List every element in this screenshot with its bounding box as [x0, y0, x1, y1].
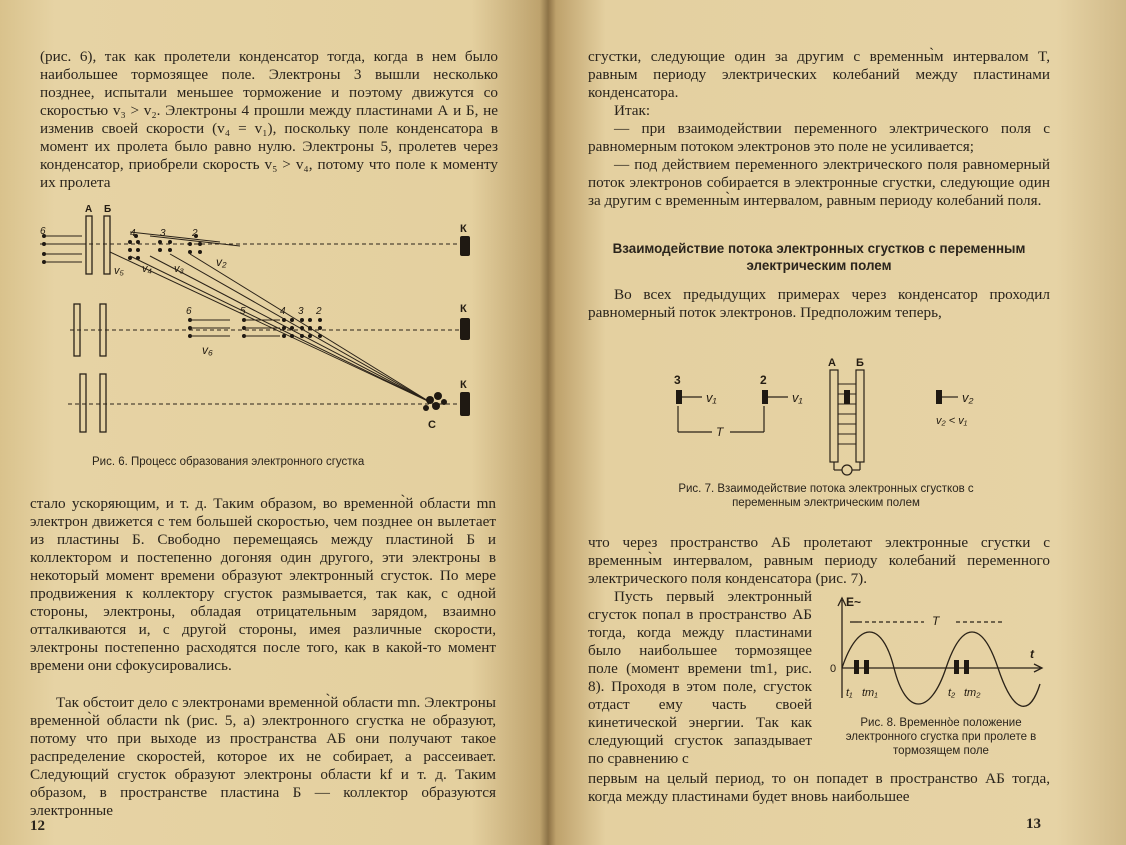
label-k1: К — [460, 223, 467, 235]
collector-k1 — [460, 236, 470, 256]
label-n5-row2: 5 — [240, 306, 246, 317]
figure-7 — [668, 357, 998, 475]
bunch-2 — [762, 390, 768, 404]
section-heading: Взаимодействие потока электронных сгустков с переменным электрическим полем — [612, 241, 1026, 273]
label-t-axis: t — [1030, 647, 1034, 661]
label-b: Б — [856, 357, 864, 369]
bunch-tm1 — [854, 660, 859, 674]
label-tm1: tm₁ — [862, 687, 878, 699]
paragraph: (рис. 6), так как пролетели конденсатор тогда, когда в нем было наибольшее тормозящее поле. Электроны 3 вышли несколько позднее, испытали меньшее торможение и поэтому движутся со скоростью v₃ > v₂. Электроны 4 прошли между пластинами А и Б, не изменив своей скорости (v₄ = v₁), поскольку поле конденсатора в момент их пролета было равно нулю. Электроны 5, пролетев через конденсатор, приобрели скорость v₅ > v₄, потому что поле к моменту их пролета — [40, 48, 498, 191]
paragraph: стало ускоряющим, и т. д. Таким образом, во временно̀й области mn электрон движется с тем большей скоростью, чем позднее он вылетает из пластины Б. Свободно перемещаясь между пластиной Б и коллектором и постепенно догоняя один другого, эти электроны в некоторый момент времени образуют электронный сгусток. По мере продвижения к коллектору сгусток размывается, так как, с одной стороны, электроны, обладая отрицательным зарядом, взаимно отталкиваются и, с другой стороны, имея различные скорости, электроны постепенно расходятся после того, как в какой-то момент времени они сфокусировались. — [30, 495, 496, 674]
bunch-tm2 — [954, 660, 959, 674]
collector-k3 — [460, 392, 470, 416]
label-c: С — [428, 419, 436, 431]
label-3: 3 — [674, 373, 681, 387]
fig7-caption: Рис. 7. Взаимодействие потока электронных сгустков с переменным электрическим полем — [678, 483, 974, 509]
paragraph: Так обстоит дело с электронами временно̀й области mn. Электроны временно̀й области nk (рис. 5, а) электронного сгустка не образуют, потому что при выходе из пространства АБ они получают такое распределение скоростей, которое их не собирает, а рассеивает. Следующий сгусток образуют электроны области kf и т. д. Таким образом, в пространстве пластина Б — коллектор образуются электронные — [30, 694, 496, 819]
label-n6-row1: 6 — [40, 226, 46, 237]
figure-8 — [824, 594, 1052, 706]
label-e: E~ — [846, 595, 862, 609]
paragraph: Пусть первый электронный сгусток попал в пространство АБ тогда, когда между пластинами было наибольшее тормозящее поле (момент времени tm1, рис. 8). Проходя в этом поле, сгусток отдаст ему часть своей кинетической энергии. Так как следующий сгусток запаздывает по сравнению с — [588, 588, 812, 767]
right-bottom-lines — [588, 770, 1050, 806]
bunch-3 — [676, 390, 682, 404]
label-t-period: T — [932, 614, 940, 628]
label-n2-row1: 2 — [192, 228, 198, 239]
label-n4-row1: 4 — [130, 228, 136, 239]
paragraph: сгустки, следующие один за другим с временны̀м интервалом T, равным периоду электрических колебаний между пластинами конденсатора. — [588, 48, 1050, 101]
right-page — [548, 0, 1126, 845]
label-k3: К — [460, 379, 467, 391]
electrons-row1 — [42, 234, 202, 264]
book-gutter — [540, 0, 556, 845]
right-intro-paragraph — [588, 286, 1050, 322]
label-k2: К — [460, 303, 467, 315]
page-number-right: 13 — [1026, 816, 1041, 832]
left-middle-paragraph — [30, 495, 496, 675]
left-page — [0, 0, 548, 845]
figure-6 — [30, 196, 500, 441]
right-after-fig7 — [588, 534, 1050, 588]
label-a: А — [828, 357, 836, 369]
label-v4: v₄ — [142, 263, 152, 275]
electron-bunch — [423, 392, 447, 411]
label-v2: v₂ — [962, 390, 974, 405]
fig6-caption: Рис. 6. Процесс образования электронного сгустка — [92, 456, 365, 468]
left-bottom-paragraph — [30, 694, 496, 820]
label-n6-row2: 6 — [186, 306, 192, 317]
bunch-inside — [844, 390, 850, 404]
label-n2-row2: 2 — [316, 306, 322, 317]
collector-k2 — [460, 318, 470, 340]
label-tm2: tm₂ — [964, 687, 981, 699]
page-number-left: 12 — [30, 818, 45, 834]
fig8-caption: Рис. 8. Временно̀е положение электронного сгустка при пролете в тормозящем поле — [845, 717, 1037, 757]
plates-row1 — [74, 216, 110, 432]
label-t: T — [716, 425, 724, 439]
label-2: 2 — [760, 373, 767, 387]
label-v1-b: v₁ — [792, 390, 803, 405]
paragraph: что через пространство АБ пролетают электронные сгустки с временны̀м интервалом, равным периоду колебаний переменного электрического поля конденсатора (рис. 7). — [588, 534, 1050, 587]
right-top-paragraph — [588, 48, 1050, 210]
label-n4-row2: 4 — [280, 306, 286, 317]
label-ineq: v₂ < v₁ — [936, 415, 968, 427]
right-wrap-paragraph — [588, 588, 812, 768]
label-v3: v₃ — [174, 263, 184, 275]
label-n3-row1: 3 — [160, 228, 166, 239]
label-v2: v₂ — [216, 255, 227, 269]
label-a: А — [85, 204, 93, 215]
label-n3-row2: 3 — [298, 306, 304, 317]
conclusion-1: — при взаимодействии переменного электрического поля с равномерным потоком электронов это поле не усиливается; — [588, 120, 1050, 155]
paragraph: Во всех предыдущих примерах через конденсатор проходил равномерный поток электронов. Предположим теперь, — [588, 286, 1050, 321]
bunch-after — [936, 390, 942, 404]
paragraph: первым на целый период, то он попадет в пространство АБ тогда, когда между пластинами будет вновь наибольшее — [588, 770, 1050, 805]
left-top-paragraph — [40, 48, 498, 192]
label-t1: t₁ — [846, 687, 853, 699]
conclusion-2: — под действием переменного электрического поля равномерный поток электронов собирается в электронные сгустки, следующие один за другим с временны̀м интервалом, равным периоду колебаний поля. — [588, 156, 1050, 209]
label-v1-a: v₁ — [706, 390, 717, 405]
label-v6: v₆ — [202, 343, 213, 357]
label-b: Б — [104, 204, 112, 215]
label-t2: t₂ — [948, 687, 956, 699]
label-v5: v₅ — [114, 265, 124, 277]
itak: Итак: — [614, 102, 651, 119]
label-zero: 0 — [830, 663, 837, 675]
